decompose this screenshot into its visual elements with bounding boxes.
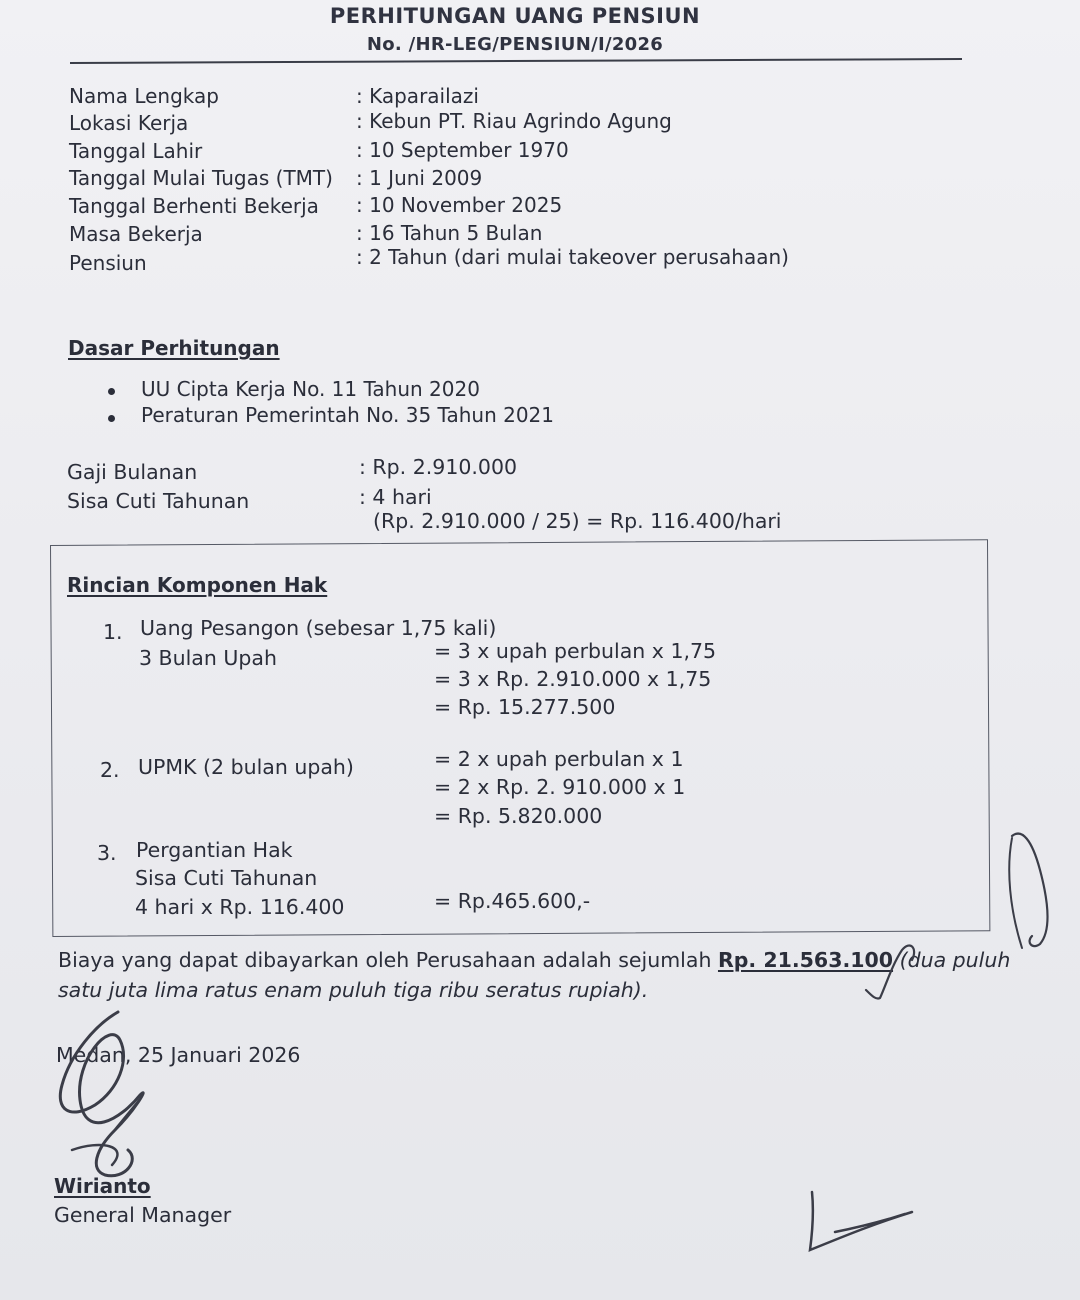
value-pensiun: : 2 Tahun (dari mulai takeover perusahaan) [356,245,789,269]
signature-loop-icon [72,1145,117,1165]
gaji-label: Gaji Bulanan [67,460,198,484]
label-nama: Nama Lengkap [69,84,219,108]
place-date: Medan, 25 Januari 2026 [56,1043,301,1067]
document-number: No. /HR-LEG/PENSIUN/I/2026 [366,34,664,55]
cuti-value: : 4 hari [359,485,432,509]
cuti-label: Sisa Cuti Tahunan [67,489,250,513]
item1-number: 1. [103,620,123,644]
item2-number: 2. [100,758,120,782]
value-masa-bekerja: : 16 Tahun 5 Bulan [356,221,543,245]
signatory-name: Wirianto [54,1174,151,1198]
value-nama: : Kaparailazi [356,84,479,108]
value-tmt: : 1 Juni 2009 [356,166,483,190]
item2-line: = 2 x Rp. 2. 910.000 x 1 [434,775,686,799]
initial-mark-icon [810,1192,912,1250]
document-title: PERHITUNGAN UANG PENSIUN [329,4,701,28]
total-words: (dua puluh [899,948,1011,972]
basis-item: UU Cipta Kerja No. 11 Tahun 2020 [141,377,480,401]
gaji-value: : Rp. 2.910.000 [359,455,518,479]
total-words-continued: satu juta lima ratus enam puluh tiga ribu seratus rupiah). [58,978,649,1002]
label-pensiun: Pensiun [69,251,147,275]
item1-line: = 3 x Rp. 2.910.000 x 1,75 [434,667,712,691]
label-tanggal-lahir: Tanggal Lahir [69,139,203,163]
components-heading: Rincian Komponen Hak [67,573,328,597]
item3-title: Pergantian Hak [136,838,293,862]
daily-rate: (Rp. 2.910.000 / 25) = Rp. 116.400/hari [373,509,782,533]
item1-sub: 3 Bulan Upah [139,646,277,670]
item3-sub: Sisa Cuti Tahunan [135,866,318,890]
item3-number: 3. [97,841,117,865]
total-prefix: Biaya yang dapat dibayarkan oleh Perusahaan adalah sejumlah [58,948,712,972]
item1-title: Uang Pesangon (sebesar 1,75 kali) [140,616,497,640]
label-berhenti: Tanggal Berhenti Bekerja [69,194,319,218]
item2-result: = Rp. 5.820.000 [434,804,603,828]
basis-item: Peraturan Pemerintah No. 35 Tahun 2021 [141,403,554,427]
item1-line: = 3 x upah perbulan x 1,75 [434,639,717,663]
signatory-position: General Manager [54,1203,232,1227]
label-tmt: Tanggal Mulai Tugas (TMT) [69,166,333,190]
total-amount: Rp. 21.563.100 [717,948,894,972]
item3-calc: 4 hari x Rp. 116.400 [135,895,345,919]
item2-title: UPMK (2 bulan upah) [138,755,354,779]
label-masa-bekerja: Masa Bekerja [69,222,203,246]
value-lokasi: : Kebun PT. Riau Agrindo Agung [356,109,672,133]
signature-scribble-icon [60,1012,143,1176]
label-lokasi: Lokasi Kerja [69,111,189,135]
item1-result: = Rp. 15.277.500 [434,695,616,719]
item3-result: = Rp.465.600,- [434,889,591,913]
paraf-line-icon [1009,838,1022,948]
basis-heading: Dasar Perhitungan [68,336,280,360]
value-berhenti: : 10 November 2025 [356,193,563,217]
checkmark-icon [866,945,914,998]
value-tanggal-lahir: : 10 September 1970 [356,138,569,162]
item2-line: = 2 x upah perbulan x 1 [434,747,684,771]
